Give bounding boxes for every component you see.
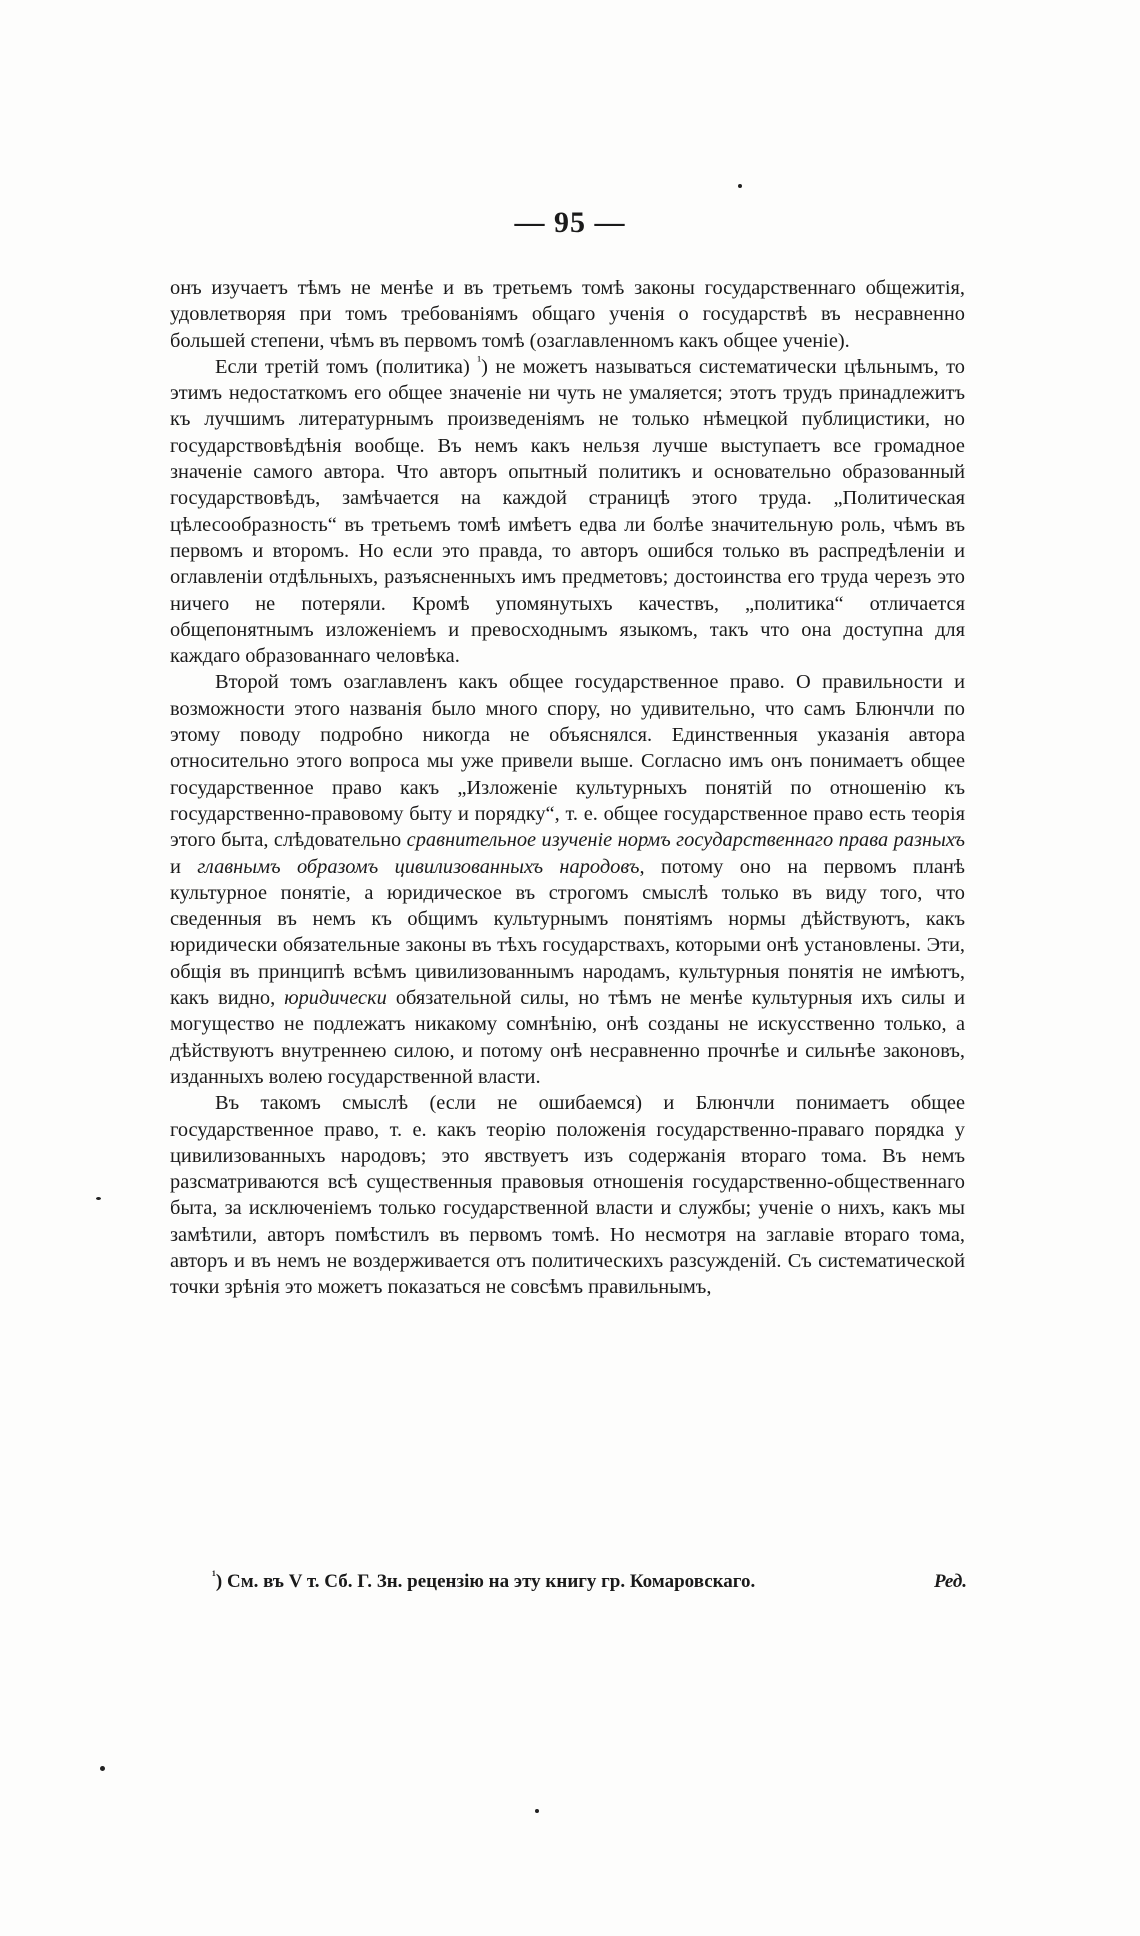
- paragraph-2: [170, 354, 965, 670]
- paragraph-2-text-after: ) не можетъ называться систематически цѣльнымъ, то этимъ недостаткомъ его общее значеніе ни чуть не умаляется; этотъ трудъ принадлежитъ къ лучшимъ литературнымъ произведеніямъ не только нѣмецкой публицистики, но государствовѣдѣнія вообще. Въ немъ какъ нельзя лучше выступаетъ все громадное значеніе самого автора. Что авторъ опытный политикъ и основательно образованный государствовѣдъ, замѣчается на каждой страницѣ этого труда. „Политическая цѣлесообразность“ въ третьемъ томѣ имѣетъ едва ли болѣе значительную роль, чѣмъ въ первомъ и второмъ. Но если это правда, то авторъ ошибся только въ распредѣленіи и оглавленіи отдѣльныхъ, разъясненныхъ имъ предметовъ; достоинства его труда черезъ это ничего не потеряли. Кромѣ упомянутыхъ качествъ, „политика“ отличается общепонятнымъ изложеніемъ и превосходнымъ языкомъ, такъ что она доступна для каждаго образованнаго человѣка.: [170, 355, 965, 668]
- paragraph-3-text-after: , потому оно на первомъ планѣ культурное понятіе, а юридическое въ строгомъ смыслѣ только въ виду того, что сведенныя въ немъ къ общимъ культурнымъ понятіямъ нормы дѣйствуютъ, какъ юридически обязательные законы въ тѣхъ государствахъ, которыми онѣ установлены. Эти, общія въ принципѣ всѣмъ цивилизованнымъ народамъ, культурныя понятія не имѣютъ, какъ видно,: [170, 855, 965, 1010]
- paragraph-4-text: Въ такомъ смыслѣ (если не ошибаемся) и Блюнчли понимаетъ общее государственное право, т. е. какъ теорію положенія государственно-праваго порядка у цивилизованныхъ народовъ; это явствуетъ изъ содержанія втораго тома. Въ немъ разсматриваются всѣ существенныя правовыя отношенія государственно-общественнаго быта, за исключеніемъ только государственной власти и службы; ученіе о нихъ, какъ мы замѣтили, авторъ помѣстилъ въ первомъ томѣ. Но несмотря на заглавіе втораго тома, авторъ и въ немъ не воздерживается отъ политическихъ разсужденій. Съ систематической точки зрѣнія это можетъ показаться не совсѣмъ правильнымъ,: [170, 1092, 965, 1299]
- print-speck: [738, 184, 742, 188]
- footnote-text: ) См. въ V т. Сб. Г. Зн. рецензію на эту книгу гр. Комаровскаго.: [215, 1571, 756, 1592]
- paragraph-1-text: онъ изучаетъ тѣмъ не менѣе и въ третьемъ томѣ законы государственнаго общежитія, удовлетворяя при томъ требованіямъ общаго ученія о государствѣ въ несравненно большей степени, чѣмъ въ первомъ томѣ (озаглавленномъ какъ общее ученіе).: [170, 277, 965, 352]
- page-number: — 95 —: [514, 206, 626, 239]
- body-text: [170, 275, 965, 1301]
- footnote-reference: ¹: [477, 353, 482, 369]
- paragraph-2-text-before: Если третій томъ (политика): [215, 355, 478, 378]
- footnote-editor-mark: Ред.: [933, 1571, 967, 1592]
- paragraph-3-text-end: обязательной силы, но тѣмъ не менѣе культурныя ихъ силы и могущество не подлежатъ никакому сомнѣнію, онѣ созданы не искусственно только, а дѣйствуютъ внутреннею силою, и потому онѣ несравненно прочнѣе и сильнѣе законовъ, изданныхъ волею государственной власти.: [170, 987, 965, 1088]
- paragraph-3-emphasis-2: главнымъ образомъ цивилизованныхъ народовъ: [197, 855, 640, 878]
- paragraph-3-emphasis-3: юридически: [284, 987, 387, 1010]
- print-speck: [96, 1197, 101, 1200]
- paragraph-3-emphasis-1: сравнительное изученіе нормъ государственнаго права разныхъ: [406, 829, 965, 852]
- footnote: [212, 1567, 967, 1594]
- paragraph-3-text-before: Второй томъ озаглавленъ какъ общее государственное право. О правильности и возможности этого названія было много спору, но удивительно, что самъ Блюнчли по этому поводу подробно никогда не объяснялся. Единственныя указанія автора относительно этого вопроса мы уже привели выше. Согласно имъ онъ понимаетъ общее государственное право какъ „Изложеніе культурныхъ понятій по отношенію къ государственно-правовому быту и порядку“, т. е. общее государственное право есть теорія этого быта, слѣдовательно: [170, 671, 965, 852]
- footnote-marker: ¹: [212, 1567, 216, 1583]
- print-speck: [100, 1766, 105, 1771]
- paragraph-1: [170, 275, 965, 354]
- paragraph-3: [170, 669, 965, 1090]
- paragraph-4: [170, 1090, 965, 1300]
- paragraph-3-text-mid: и: [170, 855, 198, 878]
- print-speck: [535, 1809, 539, 1813]
